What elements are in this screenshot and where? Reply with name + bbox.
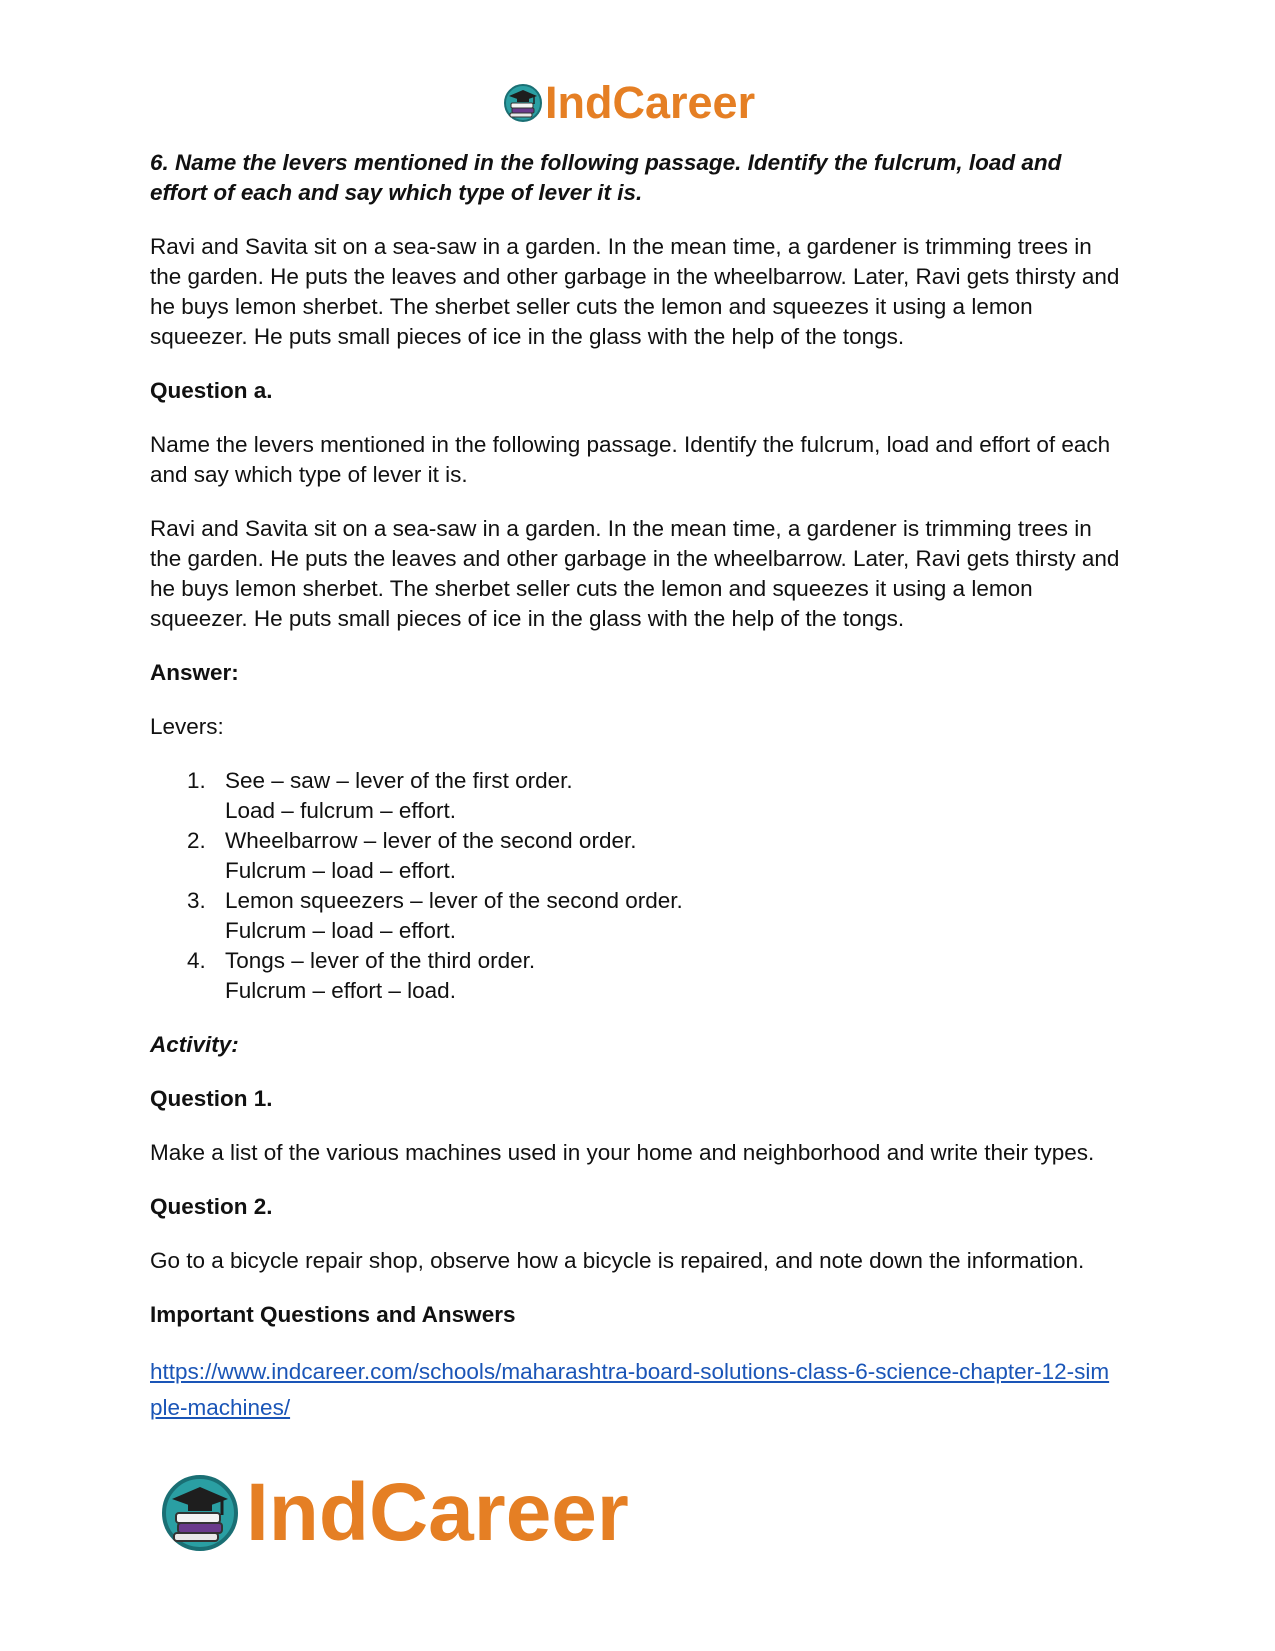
important-questions-label: Important Questions and Answers xyxy=(150,1302,516,1327)
graduation-cap-books-icon xyxy=(503,83,543,123)
list-item-order: Load – fulcrum – effort. xyxy=(225,798,456,823)
passage-1: Ravi and Savita sit on a sea-saw in a garden. In the mean time, a gardener is trimming trees in the garden. He puts the leaves and other garbage in the wheelbarrow. Later, Ravi gets thirsty and he buys lemon sherbet. The sherbet seller cuts the lemon and squeezes it using a lemon squeezer. He puts small pieces of ice in the glass with the help of the tongs. xyxy=(150,234,1120,349)
list-item-lever: Tongs – lever of the third order. xyxy=(225,948,536,973)
list-item-number: 3. xyxy=(187,888,206,913)
list-item xyxy=(150,826,1120,886)
list-item-order: Fulcrum – load – effort. xyxy=(225,918,456,943)
question-heading: 6. Name the levers mentioned in the following passage. Identify the fulcrum, load and effort of each and say which type of lever it is. xyxy=(150,150,1062,205)
header-logo xyxy=(503,78,755,128)
levers-label: Levers: xyxy=(150,714,224,739)
passage-2: Ravi and Savita sit on a sea-saw in a garden. In the mean time, a gardener is trimming trees in the garden. He puts the leaves and other garbage in the wheelbarrow. Later, Ravi gets thirsty and he buys lemon sherbet. The sherbet seller cuts the lemon and squeezes it using a lemon squeezer. He puts small pieces of ice in the glass with the help of the tongs. xyxy=(150,516,1120,631)
answer-label: Answer: xyxy=(150,660,239,685)
question-1-label: Question 1. xyxy=(150,1086,273,1111)
levers-list xyxy=(150,766,1120,1006)
list-item xyxy=(150,766,1120,826)
list-item-number: 2. xyxy=(187,828,206,853)
list-item-order: Fulcrum – effort – load. xyxy=(225,978,456,1003)
list-item xyxy=(150,946,1120,1006)
question-2-text: Go to a bicycle repair shop, observe how a bicycle is repaired, and note down the information. xyxy=(150,1248,1085,1273)
brand-name: IndCareer xyxy=(246,1467,629,1558)
question-a-text: Name the levers mentioned in the following passage. Identify the fulcrum, load and effort of each and say which type of lever it is. xyxy=(150,432,1111,487)
graduation-cap-books-icon xyxy=(160,1473,240,1553)
question-2-label: Question 2. xyxy=(150,1194,273,1219)
list-item-number: 1. xyxy=(187,768,206,793)
source-link[interactable]: https://www.indcareer.com/schools/maharashtra-board-solutions-class-6-science-chapter-12-simple-machines/ xyxy=(150,1359,1110,1420)
list-item-lever: See – saw – lever of the first order. xyxy=(225,768,573,793)
question-1-text: Make a list of the various machines used in your home and neighborhood and write their types. xyxy=(150,1140,1095,1165)
list-item-lever: Lemon squeezers – lever of the second order. xyxy=(225,888,683,913)
brand-name: IndCareer xyxy=(545,77,756,128)
list-item-number: 4. xyxy=(187,948,206,973)
footer-logo xyxy=(160,1468,629,1558)
list-item-lever: Wheelbarrow – lever of the second order. xyxy=(225,828,637,853)
document-body xyxy=(150,148,1120,1426)
list-item-order: Fulcrum – load – effort. xyxy=(225,858,456,883)
list-item xyxy=(150,886,1120,946)
question-a-label: Question a. xyxy=(150,378,273,403)
activity-label: Activity: xyxy=(150,1032,239,1057)
